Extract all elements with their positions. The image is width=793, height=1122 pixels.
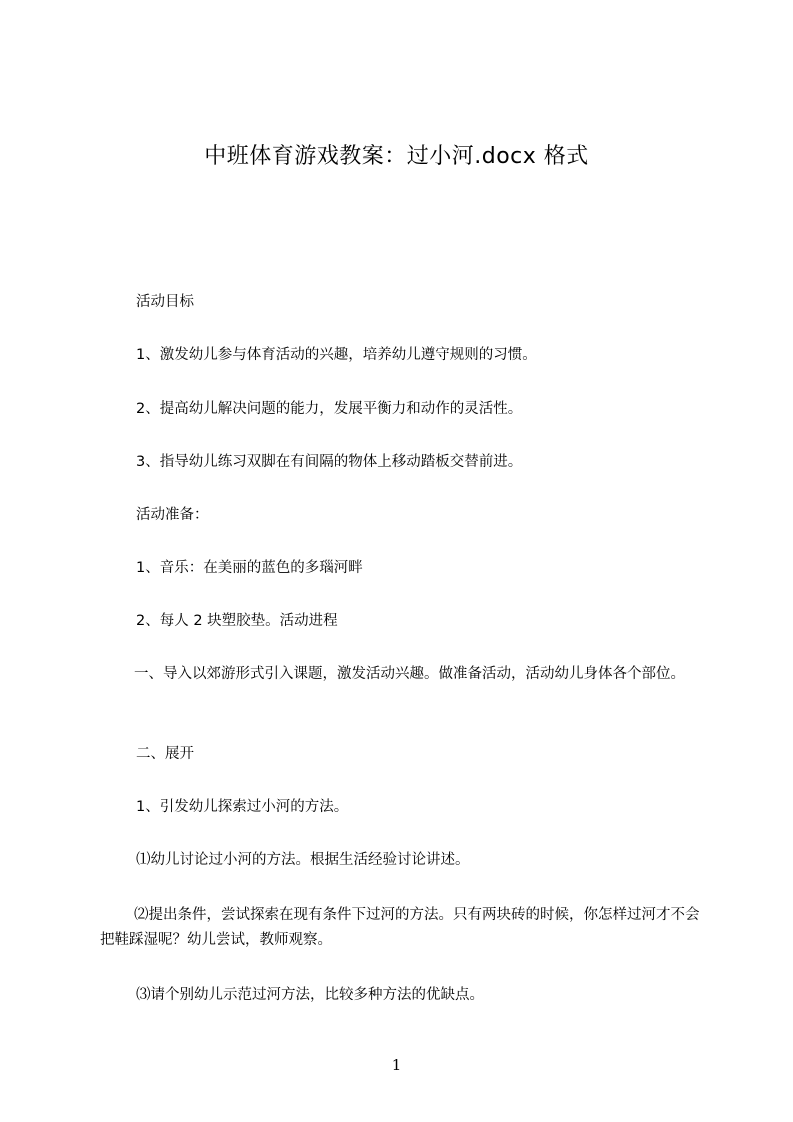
page-number: 1 (391, 1056, 402, 1074)
document-title: 中班体育游戏教案：过小河.docx 格式 (204, 144, 589, 169)
unfold-subitem-3: ⑶请个别幼儿示范过河方法，比较多种方法的优缺点。 (136, 987, 484, 1003)
preparation-item-1: 1、音乐：在美丽的蓝色的多瑙河畔 (136, 560, 363, 576)
heading-activity-preparation: 活动准备： (136, 507, 209, 523)
goal-item-2: 2、提高幼儿解决问题的能力，发展平衡力和动作的灵活性。 (136, 401, 523, 417)
heading-unfold: 二、展开 (136, 746, 194, 762)
preparation-item-2: 2、每人 2 块塑胶垫。活动进程 (136, 613, 338, 629)
section-introduction-text: 一、导入以郊游形式引入课题，激发活动兴趣。做准备活动，活动幼儿身体各个部位。 (134, 666, 685, 682)
unfold-subitem-2-paragraph (100, 903, 708, 953)
unfold-subitem-2-text: ⑵提出条件，尝试探索在现有条件下过河的方法。只有两块砖的时候，你怎样过河才不会把鞋踩湿呢？幼儿尝试，教师观察。 (100, 907, 700, 948)
goal-item-3: 3、指导幼儿练习双脚在有间隔的物体上移动踏板交替前进。 (136, 454, 523, 470)
section-introduction-paragraph (100, 662, 708, 687)
heading-activity-goals: 活动目标 (136, 294, 194, 310)
goal-item-1: 1、激发幼儿参与体育活动的兴趣，培养幼儿遵守规则的习惯。 (136, 347, 537, 363)
unfold-item-1: 1、引发幼儿探索过小河的方法。 (136, 799, 349, 815)
unfold-subitem-1: ⑴幼儿讨论过小河的方法。根据生活经验讨论讲述。 (136, 852, 470, 868)
